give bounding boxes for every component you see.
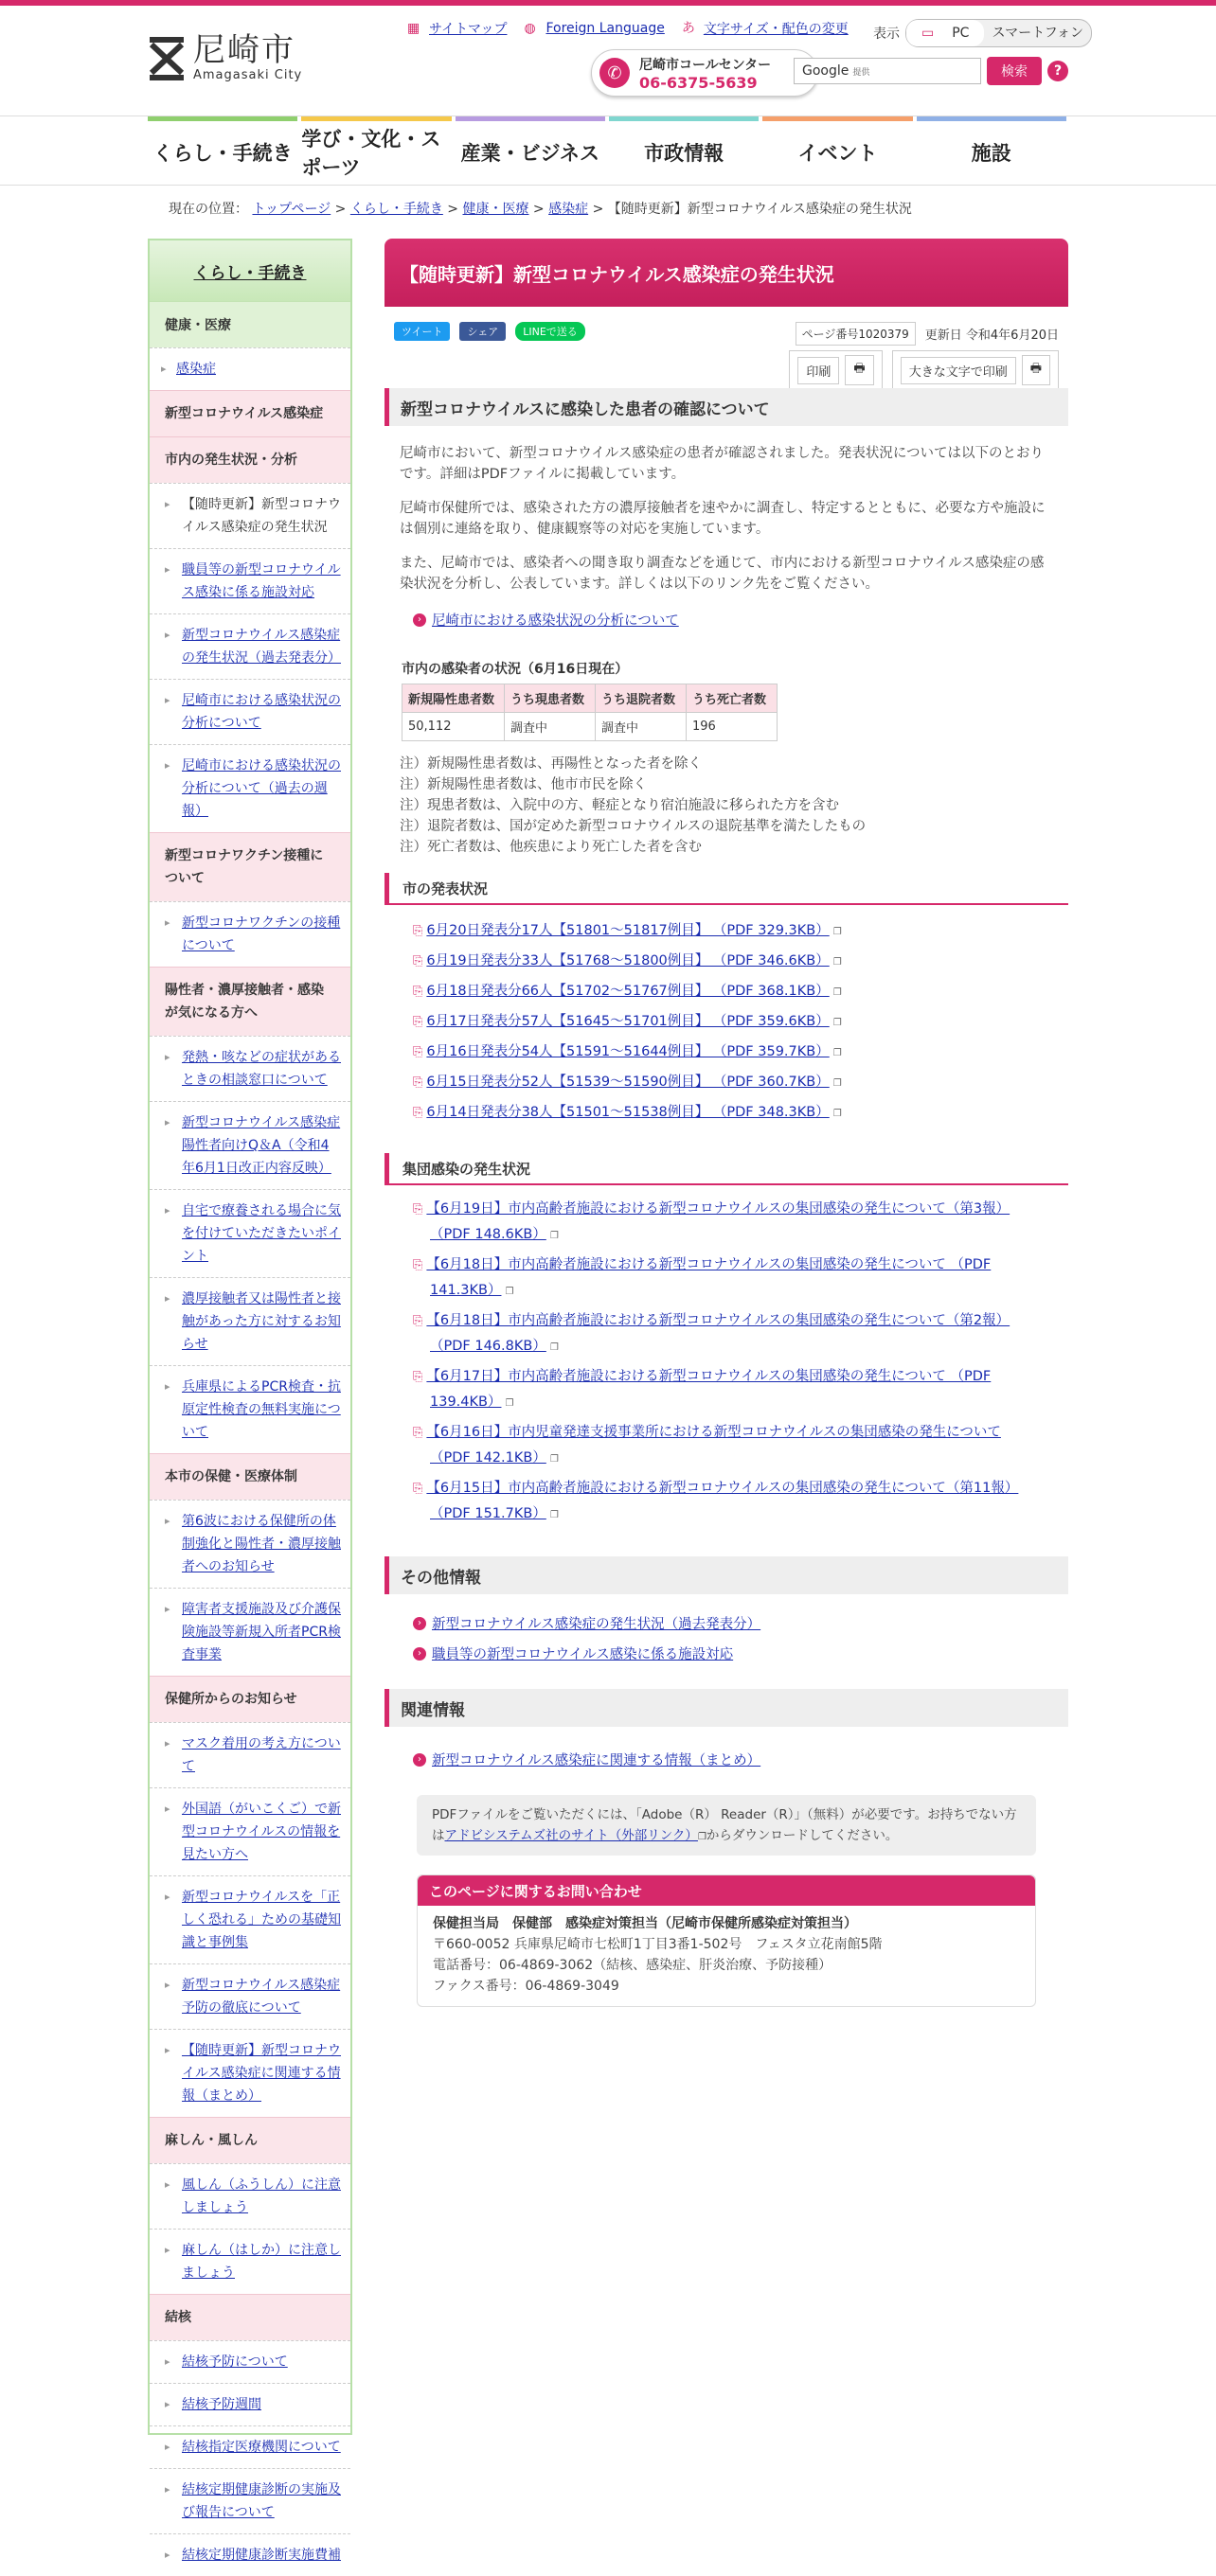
paragraph-2: 尼崎市保健所では、感染された方の濃厚接触者を速やかに調査し、特定するとともに、必要な方や施設には個別に連絡を取り、健康観察等の対応を実施しています。 <box>400 501 1046 537</box>
call-center-button[interactable] <box>591 49 818 97</box>
sidebar-city-item-2[interactable]: ▸ 新型コロナウイルス感染症の発生状況（過去発表分） <box>150 613 350 679</box>
table-header: うち退院者数 <box>596 684 687 713</box>
print-large-button[interactable]: 大きな文字で印刷 🖶 <box>892 350 1059 390</box>
sidebar-city-item-3[interactable]: ▸ 尼崎市における感染状況の分析について <box>150 679 350 744</box>
printer-icon: 🖶 <box>1022 355 1050 385</box>
pdf-icon: ⎘ <box>413 1314 423 1328</box>
heading-related: 関連情報 <box>384 1689 1068 1727</box>
logo-english: Amagasaki City <box>193 68 303 82</box>
sidebar-city-item-1[interactable]: ▸ 職員等の新型コロナウイルス感染に係る施設対応 <box>150 548 350 613</box>
table-header: うち現患者数 <box>505 684 596 713</box>
sidebar-group-system[interactable]: 本市の保健・医療体制 <box>150 1453 350 1500</box>
sidebar-tb-item-4[interactable]: ▸ 結核定期健康診断実施費補 <box>150 2533 350 2576</box>
sidebar-group-measles[interactable]: 麻しん・風しん <box>150 2117 350 2163</box>
pdf-icon: ⎘ <box>413 954 423 968</box>
cluster-pdf-item[interactable]: ⎘ 【6月15日】市内高齢者施設における新型コロナウイルスの集団感染の発生について（第11報） （PDF 151.7KB） ❐ <box>413 1481 1019 1521</box>
search-input[interactable]: Google 提供 <box>794 58 981 84</box>
pdf-reader-note: PDFファイルをご覧いただくには、「Adobe（R） Reader（R）」（無料）が必要です。お持ちでない方はアドビシステムズ社のサイト（外部リンク）❐からダウンロードしてください。 <box>417 1795 1036 1856</box>
sidebar-vaccine-item-0[interactable]: ▸ 新型コロナワクチンの接種について <box>150 901 350 967</box>
sidebar-tb-item-2[interactable]: ▸ 結核指定医療機関について <box>150 2425 350 2468</box>
logo-japanese: 尼崎市 <box>193 31 295 69</box>
pdf-icon: ⎘ <box>413 1202 423 1217</box>
city-pdf-item[interactable]: ⎘ 6月14日発表分38人【51501～51538例目】 （PDF 348.3KB） ❐ <box>413 1105 842 1120</box>
sidebar-positive-item-3[interactable]: ▸ 濃厚接触者又は陽性者と接触があった方に対するお知らせ <box>150 1277 350 1365</box>
contact-fax: ファクス番号：06-4869-3049 <box>433 1979 619 1994</box>
note-item: 注）死亡者数は、他疾患により死亡した者を含む <box>400 840 702 855</box>
cluster-pdf-item[interactable]: ⎘ 【6月18日】市内高齢者施設における新型コロナウイルスの集団感染の発生について （PDF 141.3KB） ❐ <box>413 1257 992 1298</box>
table-cell: 196 <box>687 713 778 741</box>
city-pdf-item[interactable]: ⎘ 6月20日発表分17人【51801～51817例目】 （PDF 329.3KB） ❐ <box>413 923 842 938</box>
gnav-tab-2[interactable]: 産業・ビジネス <box>456 116 605 187</box>
site-header <box>0 6 1216 115</box>
sidebar <box>148 239 352 2563</box>
sidebar-city-item-4[interactable]: ▸ 尼崎市における感染状況の分析について（過去の週報） <box>150 744 350 832</box>
pdf-icon: ⎘ <box>413 1482 423 1496</box>
tweet-button[interactable]: ツイート <box>394 322 450 341</box>
display-toggle[interactable] <box>905 19 1092 47</box>
sidebar-category[interactable]: 健康・医療 <box>150 301 350 347</box>
new-window-icon: ❐ <box>832 1078 842 1089</box>
notes-list <box>400 754 866 858</box>
pdf-icon: ⎘ <box>413 1426 423 1440</box>
cluster-pdf-item[interactable]: ⎘ 【6月16日】市内児童発達支援事業所における新型コロナウイルスの集団感染の発生について （PDF 142.1KB） ❐ <box>413 1425 1001 1466</box>
page-info <box>796 322 1059 346</box>
site-logo[interactable] <box>148 31 303 82</box>
gnav-tab-4[interactable]: イベント <box>762 116 912 187</box>
sidebar-group-positive[interactable]: 陽性者・濃厚接触者・感染が気になる方へ <box>150 967 350 1036</box>
sidebar-system-item-1[interactable]: ▸ 障害者支援施設及び介護保険施設等新規入所者PCR検査事業 <box>150 1588 350 1676</box>
arrow-circle-icon: › <box>413 613 426 627</box>
new-window-icon: ❐ <box>832 1018 842 1028</box>
sidebar-hc-item-3[interactable]: ▸ 新型コロナウイルス感染症予防の徹底について <box>150 1963 350 2029</box>
sidebar-group-city[interactable]: 市内の発生状況・分析 <box>150 436 350 483</box>
search-button[interactable]: 検索 <box>987 57 1042 85</box>
sidebar-hc-item-2[interactable]: ▸ 新型コロナウイルスを「正しく恐れる」ための基礎知識と事例集 <box>150 1875 350 1963</box>
table-caption: 市内の感染者の状況（6月16日現在） <box>402 662 629 677</box>
paragraph-1: 尼崎市において、新型コロナウイルス感染症の患者が確認されました。発表状況については以下のとおりです。詳細はPDFファイルに掲載しています。 <box>400 446 1045 482</box>
gnav-tab-0[interactable]: くらし・手続き <box>148 116 297 187</box>
new-window-icon: ❐ <box>549 1231 559 1241</box>
share-buttons <box>394 322 585 341</box>
sidebar-hc-item-4[interactable]: ▸ 【随時更新】新型コロナウイルス感染症に関連する情報（まとめ） <box>150 2029 350 2117</box>
sitemap-icon: ▦ <box>407 21 420 36</box>
table-header: 新規陽性患者数 <box>402 684 505 713</box>
table-cell: 調査中 <box>505 713 596 741</box>
city-pdf-item[interactable]: ⎘ 6月16日発表分54人【51591～51644例目】 （PDF 359.7KB） ❐ <box>413 1044 842 1059</box>
sidebar-measles-item-1[interactable]: ▸ 麻しん（はしか）に注意しましょう <box>150 2229 350 2294</box>
pdf-icon: ⎘ <box>413 1015 423 1029</box>
note-item: 注）新規陽性患者数は、再陽性となった者を除く <box>400 756 702 772</box>
table-header: うち死亡者数 <box>687 684 778 713</box>
heading-cluster: 集団感染の発生状況 <box>384 1153 1068 1185</box>
breadcrumb-health[interactable]: 健康・医療 <box>462 202 529 217</box>
print-button[interactable]: 印刷 🖶 <box>789 350 882 390</box>
sidebar-tb-item-1[interactable]: ▸ 結核予防週間 <box>150 2383 350 2425</box>
sidebar-group-vaccine[interactable]: 新型コロナワクチン接種について <box>150 832 350 901</box>
help-icon[interactable]: ? <box>1047 61 1068 81</box>
contact-address: 〒660-0052 兵庫県尼崎市七松町1丁目3番1-502号 フェスタ立花南館5階 <box>433 1937 883 1952</box>
external-window-icon: ❐ <box>697 1832 706 1842</box>
pdf-icon: ⎘ <box>413 1258 423 1272</box>
sidebar-tb-item-0[interactable]: ▸ 結核予防について <box>150 2340 350 2383</box>
line-share-button[interactable]: LINEで送る <box>515 322 585 341</box>
contact-box <box>417 1874 1036 2007</box>
text-size-icon: あ <box>681 21 695 36</box>
heading-confirm: 新型コロナウイルスに感染した患者の確認について <box>384 388 1068 426</box>
call-center-tel: 06-6375-5639 <box>639 73 758 92</box>
city-emblem-icon <box>148 35 186 82</box>
sidebar-hc-item-0[interactable]: ▸ マスク着用の考え方について <box>150 1722 350 1787</box>
sidebar-positive-item-4[interactable]: ▸ 兵庫県によるPCR検査・抗原定性検査の無料実施について <box>150 1365 350 1453</box>
new-window-icon: ❐ <box>549 1510 559 1520</box>
sidebar-group-tb[interactable]: 結核 <box>150 2294 350 2340</box>
new-window-icon: ❐ <box>832 1048 842 1058</box>
main-content <box>384 239 1068 1994</box>
city-pdf-item[interactable]: ⎘ 6月17日発表分57人【51645～51701例目】 （PDF 359.6KB） ❐ <box>413 1014 842 1029</box>
cluster-pdf-list <box>413 1197 1038 1532</box>
site-search <box>794 57 1068 85</box>
cluster-pdf-item[interactable]: ⎘ 【6月17日】市内高齢者施設における新型コロナウイルスの集団感染の発生について （PDF 139.4KB） ❐ <box>413 1369 992 1410</box>
sidebar-city-item-0[interactable]: ▸ 【随時更新】新型コロナウイルス感染症の発生状況 <box>150 483 350 548</box>
contact-org: 保健担当局 保健部 感染症対策担当（尼崎市保健所感染症対策担当） <box>433 1916 857 1931</box>
display-label: 表示 <box>873 27 900 42</box>
note-item: 注）新規陽性患者数は、他市市民を除く <box>400 777 647 792</box>
city-pdf-item[interactable]: ⎘ 6月15日発表分52人【51539～51590例目】 （PDF 360.7KB） ❐ <box>413 1075 842 1090</box>
cluster-pdf-item[interactable]: ⎘ 【6月19日】市内高齢者施設における新型コロナウイルスの集団感染の発生について（第3報） （PDF 148.6KB） ❐ <box>413 1201 1010 1242</box>
sidebar-head: くらし・手続き <box>150 239 350 301</box>
adobe-link[interactable]: アドビシステムズ社のサイト（外部リンク） <box>444 1828 698 1843</box>
sidebar-group-healthcenter[interactable]: 保健所からのお知らせ <box>150 1676 350 1722</box>
new-window-icon: ❐ <box>505 1287 514 1297</box>
page-title: 【随時更新】新型コロナウイルス感染症の発生状況 <box>384 239 1068 307</box>
printer-icon: 🖶 <box>845 355 873 385</box>
contact-title: このページに関するお問い合わせ <box>418 1875 1035 1906</box>
arrow-circle-icon: › <box>413 1647 426 1661</box>
new-window-icon: ❐ <box>549 1342 559 1353</box>
sidebar-hc-item-1[interactable]: ▸ 外国語（がいこくご）で新型コロナウイルスの情報を見たい方へ <box>150 1787 350 1875</box>
page-number: ページ番号1020379 <box>796 322 916 346</box>
pdf-icon: ⎘ <box>413 1075 423 1090</box>
note-item: 注）退院者数は、国が定めた新型コロナウイルスの退院基準を満たしたもの <box>400 819 867 834</box>
city-pdf-item[interactable]: ⎘ 6月19日発表分33人【51768～51800例目】 （PDF 346.6KB） ❐ <box>413 953 842 968</box>
call-center-title: 尼崎市コールセンター <box>639 57 772 73</box>
table-cell: 調査中 <box>596 713 687 741</box>
utility-links <box>407 19 849 38</box>
new-window-icon: ❐ <box>832 1109 842 1119</box>
arrow-circle-icon: › <box>413 1617 426 1630</box>
cases-table <box>402 684 778 741</box>
table-cell: 50,112 <box>402 713 505 741</box>
sidebar-tb-item-3[interactable]: ▸ 結核定期健康診断の実施及び報告について <box>150 2468 350 2533</box>
breadcrumb-current: 【随時更新】新型コロナウイルス感染症の発生状況 <box>607 202 912 217</box>
pdf-icon: ⎘ <box>413 924 423 938</box>
cases-table-block <box>402 659 778 741</box>
phone-icon: ✆ <box>599 58 630 88</box>
pc-option[interactable]: ▭ PC <box>906 20 984 46</box>
breadcrumb-infection[interactable]: 感染症 <box>548 202 589 217</box>
google-brand: Google <box>802 63 849 79</box>
pdf-icon: ⎘ <box>413 985 423 999</box>
print-buttons <box>789 350 1059 390</box>
other-link-0[interactable]: › 新型コロナウイルス感染症の発生状況（過去発表分） <box>413 1613 760 1633</box>
city-pdf-item[interactable]: ⎘ 6月18日発表分66人【51702～51767例目】 （PDF 368.1KB） ❐ <box>413 984 842 999</box>
sidebar-measles-item-0[interactable]: ▸ 風しん（ふうしん）に注意しましょう <box>150 2163 350 2229</box>
util-text-size[interactable]: あ 文字サイズ・配色の変更 <box>681 21 849 37</box>
pdf-icon: ⎘ <box>413 1370 423 1384</box>
new-window-icon: ❐ <box>832 987 842 998</box>
cluster-pdf-item[interactable]: ⎘ 【6月18日】市内高齢者施設における新型コロナウイルスの集団感染の発生について（第2報） （PDF 146.8KB） ❐ <box>413 1313 1010 1354</box>
gnav-tab-3[interactable]: 市政情報 <box>609 116 759 187</box>
sidebar-group-corona[interactable]: 新型コロナウイルス感染症 <box>150 390 350 436</box>
note-item: 注）現患者数は、入院中の方、軽症となり宿泊施設に移られた方を含む <box>400 798 839 813</box>
link-analysis[interactable]: › 尼崎市における感染状況の分析について <box>413 610 679 630</box>
sidebar-item-infection[interactable]: ▸ 感染症 <box>150 347 350 390</box>
display-switch <box>873 19 1092 47</box>
sidebar-positive-item-2[interactable]: ▸ 自宅で療養される場合に気を付けていただきたいポイント <box>150 1189 350 1277</box>
other-link-1[interactable]: › 職員等の新型コロナウイルス感染に係る施設対応 <box>413 1643 733 1663</box>
util-sitemap[interactable]: ▦ サイトマップ <box>407 21 508 37</box>
pdf-icon: ⎘ <box>413 1045 423 1059</box>
facebook-share-button[interactable]: シェア <box>459 322 506 341</box>
heading-city: 市の発表状況 <box>384 873 1068 905</box>
sidebar-positive-item-0[interactable]: ▸ 発熱・咳などの症状があるときの相談窓口について <box>150 1036 350 1101</box>
sidebar-positive-item-1[interactable]: ▸ 新型コロナウイルス感染症陽性者向けQ＆A（令和4年6月1日改正内容反映） <box>150 1101 350 1189</box>
arrow-circle-icon: › <box>413 1753 426 1767</box>
gnav-tab-5[interactable]: 施設 <box>917 116 1066 187</box>
contact-tel: 電話番号：06-4869-3062（結核、感染症、肝炎治療、予防接種） <box>433 1958 832 1973</box>
breadcrumb-kurashi[interactable]: くらし・手続き <box>349 202 443 217</box>
monitor-icon: ▭ <box>921 26 935 41</box>
breadcrumb-top[interactable]: トップページ <box>252 202 331 217</box>
globe-icon: ◍ <box>524 21 536 36</box>
new-window-icon: ❐ <box>505 1398 514 1409</box>
new-window-icon: ❐ <box>832 927 842 937</box>
heading-other: その他情報 <box>384 1556 1068 1594</box>
new-window-icon: ❐ <box>832 957 842 968</box>
util-foreign-language[interactable]: ◍ Foreign Language <box>524 21 665 36</box>
gnav-tab-1[interactable]: 学び・文化・スポーツ <box>301 116 451 187</box>
global-nav <box>0 115 1216 186</box>
pdf-icon: ⎘ <box>413 1106 423 1120</box>
new-window-icon: ❐ <box>549 1454 559 1465</box>
sidebar-system-item-0[interactable]: ▸ 第6波における保健所の体制強化と陽性者・濃厚接触者へのお知らせ <box>150 1500 350 1588</box>
breadcrumb: 現在の位置： トップページ > くらし・手続き > 健康・医療 > 感染症 > 【随時更新】新型コロナウイルス感染症の発生状況 <box>169 202 912 217</box>
smartphone-option[interactable]: スマートフォン <box>992 26 1084 41</box>
paragraph-3: また、尼崎市では、感染者への聞き取り調査などを通じて、市内における新型コロナウイルス感染症の感染状況を分析し、公表しています。詳しくは以下のリンク先をご覧ください。 <box>400 556 1045 592</box>
updated-date: 更新日 令和4年6月20日 <box>924 329 1059 343</box>
related-link[interactable]: › 新型コロナウイルス感染症に関連する情報（まとめ） <box>413 1750 760 1769</box>
city-pdf-list <box>413 918 842 1130</box>
